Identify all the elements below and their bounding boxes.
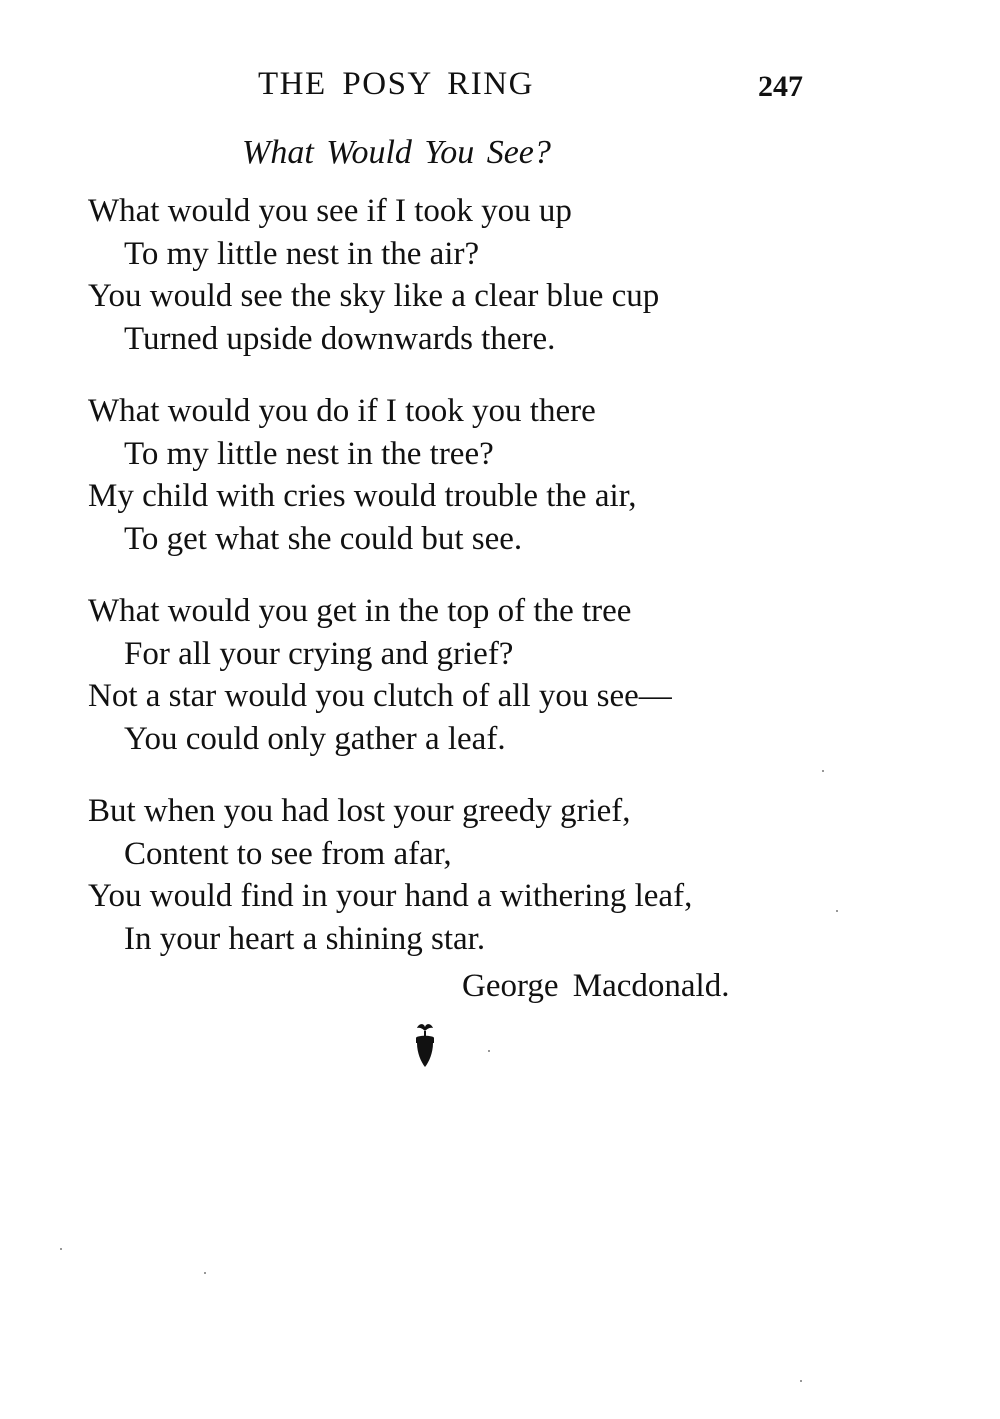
stanza-1: [88, 190, 659, 360]
running-header-title: THE POSY RING: [258, 66, 534, 102]
stanza-4: [88, 790, 692, 960]
paper-speck: [800, 1380, 802, 1382]
poem-line: What would you get in the top of the tree: [88, 593, 632, 629]
stanza-3: [88, 590, 672, 760]
poem-line: For all your crying and grief?: [124, 635, 514, 672]
acorn-ornament-icon: [412, 1022, 438, 1068]
poem-line: My child with cries would trouble the air,: [88, 478, 637, 515]
poem-line: But when you had lost your greedy grief,: [88, 793, 631, 829]
poem-line: Turned upside downwards there.: [124, 320, 556, 357]
poem-line: To get what she could but see.: [124, 520, 523, 557]
page-number: 247: [758, 70, 803, 103]
stanza-2: [88, 390, 637, 560]
poem-line: What would you do if I took you there: [88, 393, 596, 429]
poem-line: What would you see if I took you up: [88, 193, 572, 229]
paper-speck: [60, 1248, 62, 1250]
poem-line: Content to see from afar,: [124, 835, 452, 872]
poem-line: You would find in your hand a withering leaf,: [88, 878, 693, 915]
poem-line: To my little nest in the air?: [124, 235, 480, 272]
paper-speck: [836, 910, 838, 912]
poem-title: What Would You See?: [242, 134, 551, 171]
poem-line: In your heart a shining star.: [124, 920, 486, 957]
paper-speck: [822, 770, 824, 772]
poem-line: To my little nest in the tree?: [124, 435, 494, 472]
poem-line: Not a star would you clutch of all you see—: [88, 678, 672, 715]
poem-line: You would see the sky like a clear blue cup: [88, 278, 660, 315]
paper-speck: [488, 1050, 490, 1052]
paper-speck: [204, 1272, 206, 1274]
poem-author: George Macdonald.: [462, 968, 730, 1004]
poem-line: You could only gather a leaf.: [124, 720, 506, 757]
